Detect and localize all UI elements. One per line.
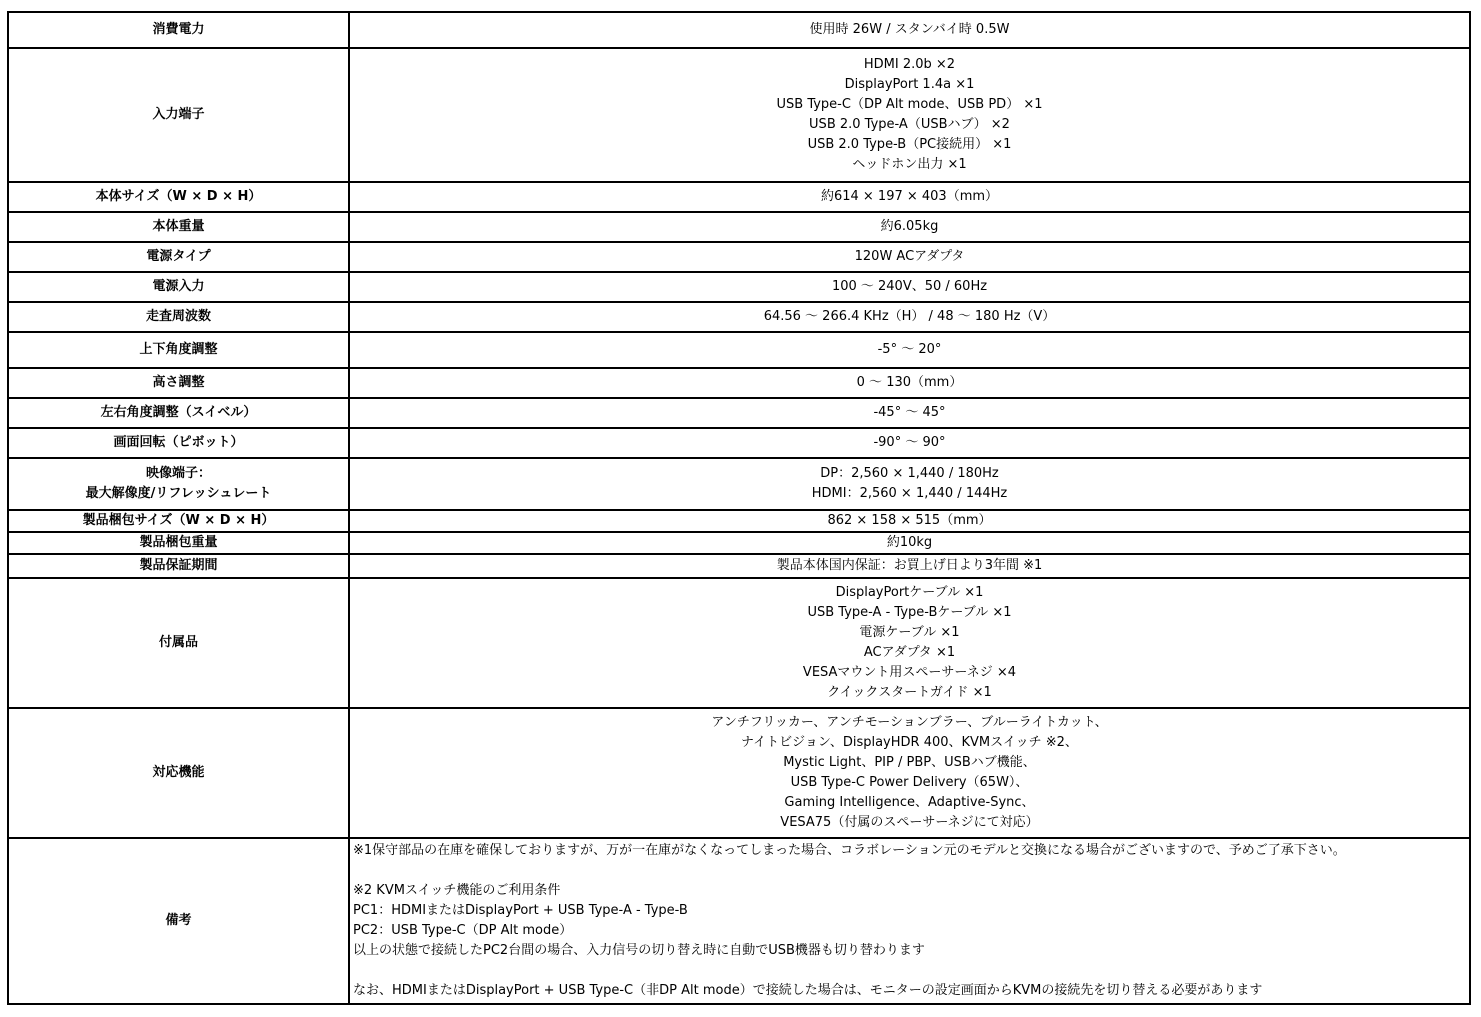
spec-label-cell — [8, 368, 349, 398]
spec-row — [8, 332, 1470, 368]
spec-label: 左右角度調整（スイベル） — [100, 405, 257, 420]
spec-value: アンチフリッカー、アンチモーションブラー、ブルーライトカット、 — [711, 715, 1108, 730]
spec-value-cell — [349, 708, 1470, 838]
spec-value: USB Type-C Power Delivery（65W）、 — [790, 775, 1029, 790]
spec-label: 走査周波数 — [145, 309, 211, 324]
spec-row — [8, 510, 1470, 532]
spec-value: Mystic Light、PIP / PBP、USBハブ機能、 — [783, 755, 1036, 770]
spec-value: -5° ～ 20° — [877, 342, 942, 357]
spec-value: USB Type-C（DP Alt mode、USB PD） ×1 — [776, 97, 1043, 112]
spec-label-cell — [8, 532, 349, 554]
spec-label: 消費電力 — [152, 22, 205, 37]
spec-value: HDMI：2,560 × 1,440 / 144Hz — [811, 486, 1008, 501]
spec-label: 画面回転（ピボット） — [113, 435, 244, 450]
spec-value-cell — [349, 578, 1470, 708]
spec-label: 最大解像度/リフレッシュレート — [85, 486, 272, 501]
spec-label-cell — [8, 12, 349, 48]
spec-value: 約614 × 197 × 403（mm） — [820, 189, 999, 204]
spec-row — [8, 242, 1470, 272]
spec-label: 電源タイプ — [146, 249, 211, 264]
spec-value-cell — [349, 458, 1470, 510]
spec-value-cell — [349, 302, 1470, 332]
spec-value: ※2 KVMスイッチ機能のご利用条件 — [353, 883, 561, 898]
spec-value: Gaming Intelligence、Adaptive-Sync、 — [784, 795, 1035, 810]
spec-label: 本体サイズ（W × D × H） — [95, 189, 262, 204]
spec-label-cell — [8, 398, 349, 428]
spec-value-cell — [349, 838, 1470, 1004]
spec-row — [8, 182, 1470, 212]
spec-value: USB Type-A - Type-Bケーブル ×1 — [807, 605, 1012, 620]
spec-label-cell — [8, 212, 349, 242]
spec-value: DisplayPort 1.4a ×1 — [844, 77, 975, 92]
spec-value: 使用時 26W / スタンバイ時 0.5W — [809, 22, 1010, 37]
spec-value-cell — [349, 272, 1470, 302]
spec-value: VESA75（付属のスペーサーネジにて対応） — [780, 815, 1039, 830]
spec-value: ナイトビジョン、DisplayHDR 400、KVMスイッチ ※2、 — [741, 735, 1078, 750]
spec-label-cell — [8, 510, 349, 532]
spec-row — [8, 532, 1470, 554]
spec-label-cell — [8, 838, 349, 1004]
spec-label-cell — [8, 242, 349, 272]
spec-label: 備考 — [165, 913, 192, 928]
spec-label: 高さ調整 — [152, 375, 205, 390]
spec-value — [353, 961, 1469, 981]
spec-label: 入力端子 — [152, 107, 205, 122]
spec-value-cell — [349, 242, 1470, 272]
spec-value: 約6.05kg — [880, 219, 939, 234]
spec-table — [7, 11, 1471, 1005]
spec-row — [8, 212, 1470, 242]
spec-label-cell — [8, 272, 349, 302]
spec-label-cell — [8, 302, 349, 332]
spec-value: DisplayPortケーブル ×1 — [835, 585, 984, 600]
spec-label: 対応機能 — [152, 765, 205, 780]
spec-label-cell — [8, 182, 349, 212]
spec-value: PC1：HDMIまたはDisplayPort + USB Type-A - Type-B — [353, 903, 688, 918]
spec-value: 製品本体国内保証：お買上げ日より3年間 ※1 — [776, 558, 1043, 573]
spec-value: なお、HDMIまたはDisplayPort + USB Type-C（非DP Alt mode）で接続した場合は、モニターの設定画面からKVMの接続先を切り替える必要があります — [353, 983, 1263, 998]
spec-label-cell — [8, 578, 349, 708]
spec-row — [8, 12, 1470, 48]
spec-row — [8, 458, 1470, 510]
spec-value — [353, 861, 1469, 881]
spec-row — [8, 838, 1470, 1004]
spec-label: 製品保証期間 — [139, 558, 218, 573]
spec-value: 64.56 ～ 266.4 KHz（H） / 48 ～ 180 Hz（V） — [763, 309, 1056, 324]
spec-value: HDMI 2.0b ×2 — [863, 57, 956, 72]
spec-value: -90° ～ 90° — [873, 435, 946, 450]
spec-value-cell — [349, 532, 1470, 554]
spec-value: VESAマウント用スペーサーネジ ×4 — [802, 665, 1017, 680]
spec-value: 0 ～ 130（mm） — [856, 375, 963, 390]
spec-row — [8, 554, 1470, 578]
spec-label-cell — [8, 428, 349, 458]
spec-label: 付属品 — [158, 635, 198, 650]
spec-label-cell — [8, 708, 349, 838]
spec-label-cell — [8, 48, 349, 182]
spec-label: 本体重量 — [152, 219, 205, 234]
spec-value: PC2：USB Type-C（DP Alt mode） — [353, 923, 573, 938]
spec-value-cell — [349, 554, 1470, 578]
spec-label-cell — [8, 332, 349, 368]
spec-value: DP：2,560 × 1,440 / 180Hz — [820, 466, 999, 481]
spec-value: クイックスタートガイド ×1 — [827, 685, 992, 700]
spec-row — [8, 578, 1470, 708]
spec-value-cell — [349, 332, 1470, 368]
spec-value: USB 2.0 Type-A（USBハブ） ×2 — [809, 117, 1010, 132]
spec-row — [8, 368, 1470, 398]
spec-value-cell — [349, 12, 1470, 48]
spec-value: 862 × 158 × 515（mm） — [827, 513, 992, 528]
spec-label: 製品梱包重量 — [139, 535, 218, 550]
spec-value-cell — [349, 368, 1470, 398]
spec-value: -45° ～ 45° — [873, 405, 946, 420]
spec-row — [8, 708, 1470, 838]
spec-value-cell — [349, 48, 1470, 182]
spec-value: 約10kg — [886, 535, 933, 550]
spec-value: 120W ACアダプタ — [854, 249, 965, 264]
spec-label-cell — [8, 458, 349, 510]
spec-value: USB 2.0 Type-B（PC接続用） ×1 — [807, 137, 1012, 152]
spec-value: 100 ～ 240V、50 / 60Hz — [831, 279, 988, 294]
spec-value-cell — [349, 510, 1470, 532]
spec-label: 上下角度調整 — [139, 342, 218, 357]
spec-value: ACアダプタ ×1 — [863, 645, 956, 660]
spec-value: 以上の状態で接続したPC2台間の場合、入力信号の切り替え時に自動でUSB機器も切り替わります — [353, 943, 925, 958]
spec-label: 映像端子： — [145, 466, 211, 481]
spec-value-cell — [349, 398, 1470, 428]
spec-row — [8, 48, 1470, 182]
spec-row — [8, 428, 1470, 458]
spec-row — [8, 398, 1470, 428]
spec-label: 製品梱包サイズ（W × D × H） — [82, 513, 275, 528]
spec-label-cell — [8, 554, 349, 578]
spec-row — [8, 272, 1470, 302]
spec-label: 電源入力 — [152, 279, 205, 294]
spec-row — [8, 302, 1470, 332]
spec-value-cell — [349, 182, 1470, 212]
spec-value: ※1保守部品の在庫を確保しておりますが、万が一在庫がなくなってしまった場合、コラボレーション元のモデルと交換になる場合がございますので、予めご了承下さい。 — [353, 843, 1346, 858]
spec-value: 電源ケーブル ×1 — [859, 625, 960, 640]
spec-value-cell — [349, 212, 1470, 242]
spec-value: ヘッドホン出力 ×1 — [852, 157, 967, 172]
spec-value-cell — [349, 428, 1470, 458]
